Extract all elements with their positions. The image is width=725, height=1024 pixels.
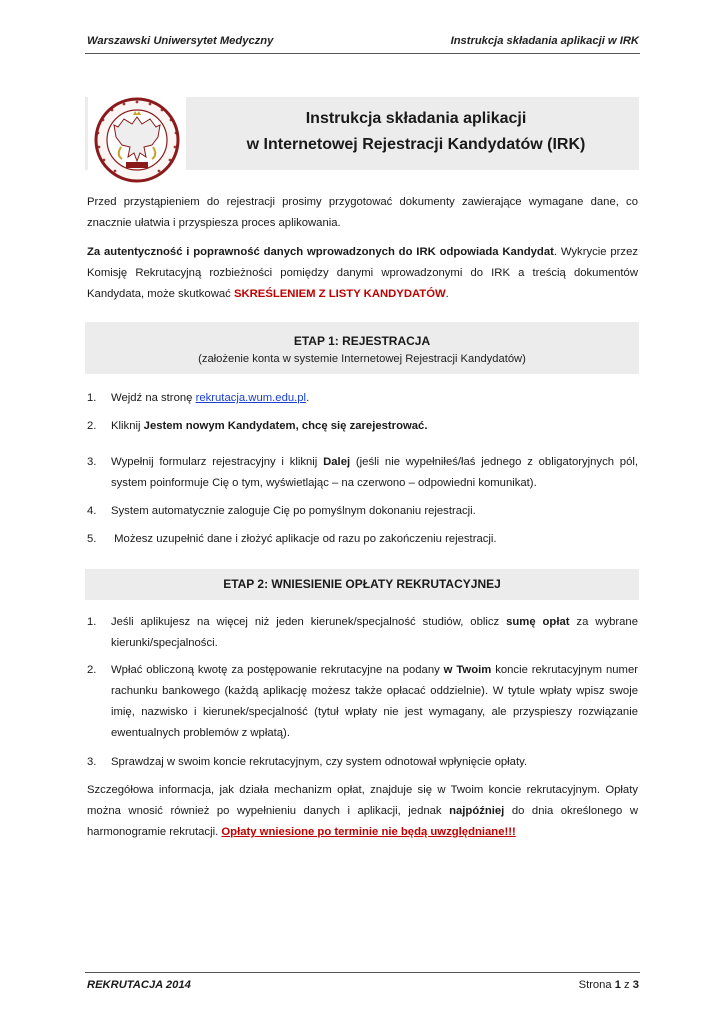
late-payment-warning: Opłaty wniesione po terminie nie będą uwzględniane!!! <box>221 826 516 838</box>
stage-1-step-3: 3. Wypełnij formularz rejestracyjny i kliknij Dalej (jeśli nie wypełniłeś/łaś jednego z obligatoryjnych pól, system poinformuje Cię o tym, wyświetlając – na czerwono – odpowiedni komunikat). <box>87 456 638 489</box>
stage-1-title: ETAP 1: REJESTRACJA <box>293 334 431 348</box>
stage-1-step-2: 2. Kliknij Jestem nowym Kandydatem, chcę się zarejestrować. <box>87 420 428 432</box>
page-number: Strona 1 z 3 <box>578 979 639 991</box>
footer-divider <box>85 972 640 973</box>
intro-paragraph-1: Przed przystąpieniem do rejestracji prosimy przygotować dokumenty zawierające wymagane dane, co znacznie ułatwia i przyspiesza proces aplikowania. <box>87 196 638 229</box>
responsibility-statement: Za autentyczność i poprawność danych wprowadzonych do IRK odpowiada Kandydat <box>87 246 554 258</box>
stage-1-subtitle: (założenie konta w systemie Internetowej Rejestracji Kandydatów) <box>198 353 526 365</box>
university-seal-logo <box>88 97 186 183</box>
stage-2-step-3: 3. Sprawdzaj w swoim koncie rekrutacyjnym, czy system odnotował wpłynięcie opłaty. <box>87 756 528 768</box>
stage-2-step-2: 2. Wpłać obliczoną kwotę za postępowanie rekrutacyjne na podany w Twoim koncie rekrutacyjnym numer rachunku bankowego (każdą aplikację możesz także opłacać oddzielnie). W tytule wpłaty wpisz swoje imię, nazwisko i kierunek/specjalność (tytuł wpłaty nie jest wymagany, ale przyspieszy rozwiązanie ewentualnych problemów z wpłatą). <box>87 664 638 739</box>
stage-1-step-5: 5. Możesz uzupełnić dane i złożyć aplikacje od razu po zakończeniu rejestracji. <box>87 533 497 545</box>
payment-closing-paragraph: Szczegółowa informacja, jak działa mechanizm opłat, znajduje się w Twoim koncie rekrutacyjnym. Opłaty można wnosić również po wypełnieniu danych i aplikacji, jednak najpóźniej do dnia określonego w harmonogramie rekrutacji. Opłaty wniesione po terminie nie będą uwzględniane!!! <box>87 784 638 838</box>
header-university: Warszawski Uniwersytet Medyczny <box>87 35 274 47</box>
header-divider <box>85 53 640 54</box>
removal-warning: SKREŚLENIEM Z LISTY KANDYDATÓW <box>233 288 446 300</box>
header-document-title: Instrukcja składania aplikacji w IRK <box>450 35 639 47</box>
stage-1-header <box>85 322 639 374</box>
title-line-1: Instrukcja składania aplikacji <box>305 110 527 127</box>
title-line-2: w Internetowej Rejestracji Kandydatów (IRK) <box>246 136 586 153</box>
document-title <box>196 106 636 158</box>
footer-recruitment-year: REKRUTACJA 2014 <box>87 979 191 991</box>
stage-1-step-1: 1. Wejdź na stronę rekrutacja.wum.edu.pl. <box>87 392 310 404</box>
registration-site-link[interactable]: rekrutacja.wum.edu.pl <box>195 392 307 404</box>
stage-1-step-4: 4. System automatycznie zaloguje Cię po pomyślnym dokonaniu rejestracji. <box>87 505 476 517</box>
stage-2-header <box>85 569 639 600</box>
stage-2-step-1: 1. Jeśli aplikujesz na więcej niż jeden kierunek/specjalność studiów, oblicz sumę opłat za wybrane kierunki/specjalności. <box>87 616 638 649</box>
intro-paragraph-2: Za autentyczność i poprawność danych wprowadzonych do IRK odpowiada Kandydat. Wykrycie przez Komisję Rekrutacyjną rozbieżności pomiędzy danymi wprowadzonymi do IRK a treścią dokumentów Kandydata, może skutkować SKREŚLENIEM Z LISTY KANDYDATÓW. <box>87 246 638 300</box>
stage-2-title: ETAP 2: WNIESIENIE OPŁATY REKRUTACYJNEJ <box>223 577 501 591</box>
